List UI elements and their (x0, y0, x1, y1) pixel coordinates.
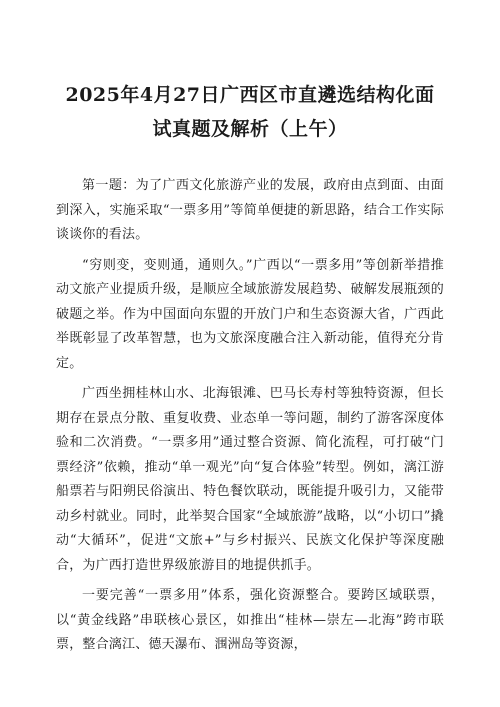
body-paragraph-1: “穷则变，变则通，通则久。”广西以“一票多用”等创新举措推动文旅产业提质升级，是顺应全域旅游发展趋势、破解发展瓶颈的破题之举。作为中国面向东盟的开放门户和生态资源大省，广西此举既彰显了改革智慧，也为文旅深度融合注入新动能，值得充分肯定。 (56, 257, 444, 371)
body-paragraph-3: 一要完善“一票多用”体系，强化资源整合。要跨区域联票，以“黄金线路”串联核心景区，如推出“桂林—崇左—北海”跨市联票，整合漓江、德天瀑布、涠洲岛等资源， (56, 588, 444, 652)
document-title (56, 78, 444, 146)
title-line-1: 2025年4月27日广西区市直遴选结构化面 (65, 84, 435, 106)
question-paragraph: 第一题：为了广西文化旅游产业的发展，政府由点到面、由面到深入，实施采取“一票多用”等简单便捷的新思路，结合工作实际谈谈你的看法。 (56, 178, 444, 242)
title-line-2: 试真题及解析（上午） (152, 118, 348, 140)
body-paragraph-2: 广西坐拥桂林山水、北海银滩、巴马长寿村等独特资源，但长期存在景点分散、重复收费、业态单一等问题，制约了游客深度体验和二次消费。“一票多用”通过整合资源、简化流程，可打破“门票经济”依赖，推动“单一观光”向“复合体验”转型。例如，漓江游船票若与阳朔民俗演出、特色餐饮联动，既能提升吸引力，又能带动乡村就业。同时，此举契合国家“全域旅游”战略，以“小切口”撬动“大循环”，促进“文旅+”与乡村振兴、民族文化保护等深度融合，为广西打造世界级旅游目的地提供抓手。 (56, 386, 444, 573)
